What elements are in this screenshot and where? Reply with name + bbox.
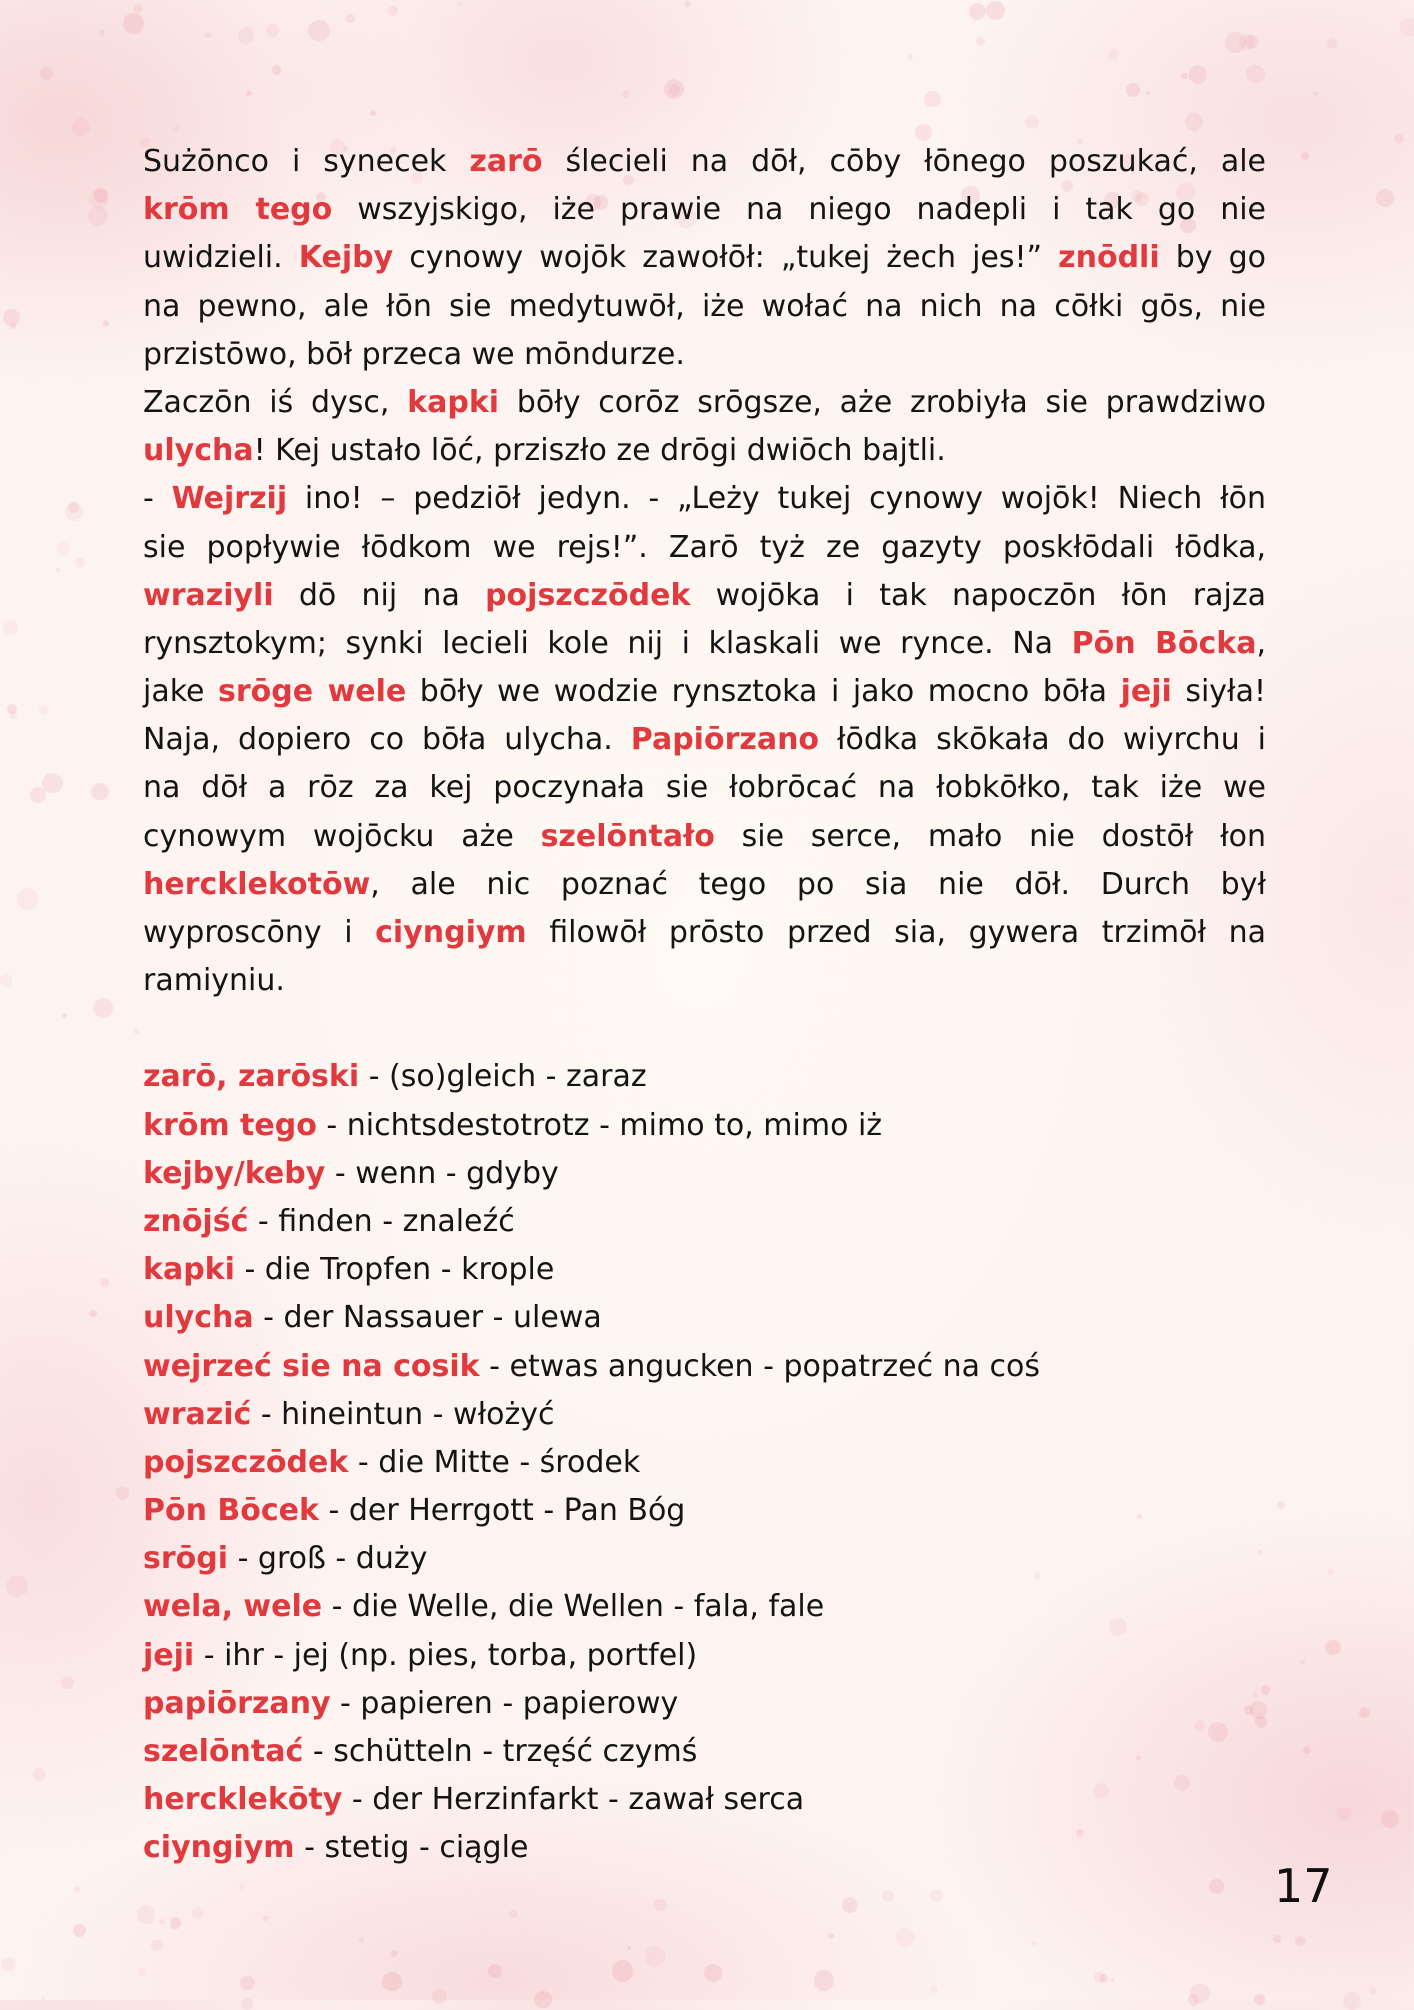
glossary-entry [143, 1824, 1266, 1872]
highlighted-word: kapki [407, 384, 500, 420]
story-text-segment: bōły we wodzie rynsztoka i jako mocno bōła [406, 674, 1121, 710]
glossary-translation: - schütteln - trzęść czymś [303, 1734, 698, 1769]
highlighted-word: Pōn Bōcka [1071, 625, 1257, 661]
glossary-term: ulycha [143, 1300, 254, 1336]
glossary-translation: - der Nassauer - ulewa [253, 1300, 602, 1336]
glossary-term: hercklekōty [143, 1782, 343, 1818]
glossary-translation: - ihr - jej (np. pies, torba, portfel) [194, 1637, 698, 1673]
glossary-entry [143, 1632, 1266, 1680]
highlighted-word: zarō [469, 144, 543, 179]
highlighted-word: Wejrzij [171, 481, 288, 517]
story-text-segment: , ale nic poznać tego po sia nie dōł. Durch był [370, 866, 1266, 902]
glossary-translation: - der Herrgott - Pan Bóg [318, 1493, 686, 1529]
highlighted-word: jeji [1120, 674, 1172, 710]
story-text-segment: Naja, dopiero co bōła ulycha. [143, 722, 631, 758]
glossary-entry [143, 1343, 1266, 1391]
story-text-segment: sie popływie łōdkom we rejs!”. Zarō tyż ze gazyty poskłōdali łōdka, [143, 529, 1266, 565]
story-line [143, 234, 1266, 282]
glossary-translation: - nichtsdestotrotz - mimo to, mimo iż [316, 1107, 883, 1143]
glossary-translation: - etwas angucken - popatrzeć na coś [479, 1348, 1041, 1384]
glossary-entry [143, 1728, 1266, 1776]
glossary-entry [143, 1439, 1266, 1487]
glossary-entry [143, 1391, 1266, 1439]
story-text-segment: wszyjskigo, iże prawie na niego nadepli i tak go nie [332, 192, 1267, 228]
glossary-term: papiōrzany [143, 1685, 331, 1721]
story-text-segment: ślecieli na dōł, cōby łōnego poszukać, ale [542, 144, 1266, 179]
glossary-term: znōjść [143, 1203, 249, 1239]
glossary-translation: - die Tropfen - krople [234, 1252, 555, 1288]
glossary-entry [143, 1246, 1266, 1294]
story-text-segment: na pewno, ale łōn sie medytuwōł, iże wołać na nich na cōłki gōs, nie [143, 288, 1266, 324]
story-line [143, 138, 1266, 186]
story-line [143, 427, 1266, 475]
glossary-translation: - wenn - gdyby [325, 1155, 559, 1191]
glossary-term: wela, wele [143, 1589, 323, 1625]
story-line [143, 331, 1266, 379]
glossary-term: jeji [143, 1637, 195, 1673]
story-text-segment: wojōka i tak napoczōn łōn rajza [690, 577, 1266, 613]
glossary-entry [143, 1053, 1266, 1101]
glossary-entry [143, 1150, 1266, 1198]
story-text-segment: cynowym wojōcku aże [143, 818, 541, 854]
story-text-segment: wyproscōny i [143, 915, 376, 950]
highlighted-word: hercklekotōw [143, 866, 371, 902]
glossary-translation: - groß - duży [228, 1541, 428, 1577]
glossary-translation: - finden - znaleźć [248, 1203, 515, 1239]
highlighted-word: pojszczōdek [485, 577, 691, 613]
story-text-segment: bōły corōz srōgsze, aże zrobiyła sie prawdziwo [499, 384, 1266, 420]
glossary-translation: - papieren - papierowy [330, 1685, 679, 1721]
story-text-segment: - [143, 481, 172, 517]
highlighted-word: ulycha [143, 433, 254, 469]
story-line [143, 909, 1266, 957]
story-line [143, 764, 1266, 812]
story-text-segment: ramiyniu. [143, 963, 285, 999]
glossary-term: pojszczōdek [143, 1444, 349, 1480]
glossary-entry [143, 1487, 1266, 1535]
story-line [143, 186, 1266, 234]
story-line [143, 957, 1266, 1005]
highlighted-word: ciyngiym [375, 915, 527, 950]
story-text-segment: uwidzieli. [143, 240, 299, 276]
story-text-segment: cynowy wojōk zawołōł: „tukej żech jes!” [393, 240, 1059, 276]
glossary-term: ciyngiym [143, 1830, 295, 1866]
story-line [143, 572, 1266, 620]
glossary-entry [143, 1102, 1266, 1150]
glossary-term: Pōn Bōcek [143, 1493, 319, 1529]
page-number: 17 [1274, 1859, 1333, 1913]
story-text-segment: ino! – pedziōł jedyn. - „Leży tukej cynowy wojōk! Niech łōn [287, 481, 1266, 517]
story-line [143, 620, 1266, 668]
glossary-entry [143, 1583, 1266, 1631]
story-line [143, 668, 1266, 716]
glossary-term: zarō, zarōski [143, 1059, 360, 1095]
glossary-entry [143, 1680, 1266, 1728]
glossary-term: wrazić [143, 1396, 252, 1432]
story-text-segment: łōdka skōkała do wiyrchu i [819, 722, 1266, 758]
glossary-translation: - stetig - ciągle [294, 1830, 529, 1866]
glossary-term: kapki [143, 1252, 235, 1288]
highlighted-word: Papiōrzano [630, 722, 820, 758]
glossary-translation: - hineintun - włożyć [251, 1396, 555, 1432]
highlighted-word: znōdli [1058, 240, 1160, 276]
highlighted-word: wraziyli [143, 577, 274, 613]
glossary-translation: - die Welle, die Wellen - fala, fale [322, 1589, 825, 1625]
story-text-segment: , [1256, 625, 1267, 661]
glossary-entry [143, 1294, 1266, 1342]
glossary-translation: - die Mitte - środek [348, 1444, 641, 1480]
glossary-term: srōgi [143, 1541, 229, 1577]
story-text-segment: dō nij na [273, 577, 486, 613]
story-text-segment: Zaczōn iś dysc, [143, 384, 408, 420]
highlighted-word: srōge wele [218, 674, 407, 710]
glossary-translation: - (so)gleich - zaraz [359, 1059, 647, 1095]
glossary-term: wejrzeć sie na cosik [143, 1348, 480, 1384]
glossary [143, 1053, 1266, 1872]
story-line [143, 861, 1266, 909]
story-line [143, 379, 1266, 427]
story-text [143, 138, 1266, 1005]
story-text-segment: na dōł a rōz za kej poczynała sie łobrōcać na łobkōłko, tak iże we [143, 770, 1266, 806]
story-text-segment: jake [143, 674, 219, 710]
page-content [143, 138, 1266, 1873]
story-text-segment: sie serce, mało nie dostōł łon [714, 818, 1266, 854]
highlighted-word: krōm tego [143, 192, 333, 228]
story-text-segment: by go [1159, 240, 1266, 276]
glossary-translation: - der Herzinfarkt - zawał serca [342, 1782, 805, 1818]
story-text-segment: filowōł prōsto przed sia, gywera trzimōł na [526, 915, 1266, 950]
glossary-term: krōm tego [143, 1107, 317, 1143]
story-text-segment: przistōwo, bōł przeca we mōndurze. [143, 336, 685, 372]
story-text-segment: siyła! [1171, 674, 1266, 710]
story-line [143, 813, 1266, 861]
story-line [143, 475, 1266, 523]
glossary-entry [143, 1776, 1266, 1824]
story-text-segment: ! Kej ustało lōć, prziszło ze drōgi dwiōch bajtli. [253, 433, 946, 469]
highlighted-word: szelōntało [540, 818, 715, 854]
story-line [143, 283, 1266, 331]
glossary-entry [143, 1535, 1266, 1583]
story-line [143, 524, 1266, 572]
highlighted-word: Kejby [298, 240, 394, 276]
glossary-term: szelōntać [143, 1734, 304, 1769]
glossary-term: kejby/keby [143, 1155, 326, 1191]
glossary-entry [143, 1198, 1266, 1246]
story-text-segment: Sużōnco i synecek [143, 144, 470, 179]
story-line [143, 716, 1266, 764]
story-text-segment: rynsztokym; synki lecieli kole nij i klaskali we rynce. Na [143, 625, 1072, 661]
